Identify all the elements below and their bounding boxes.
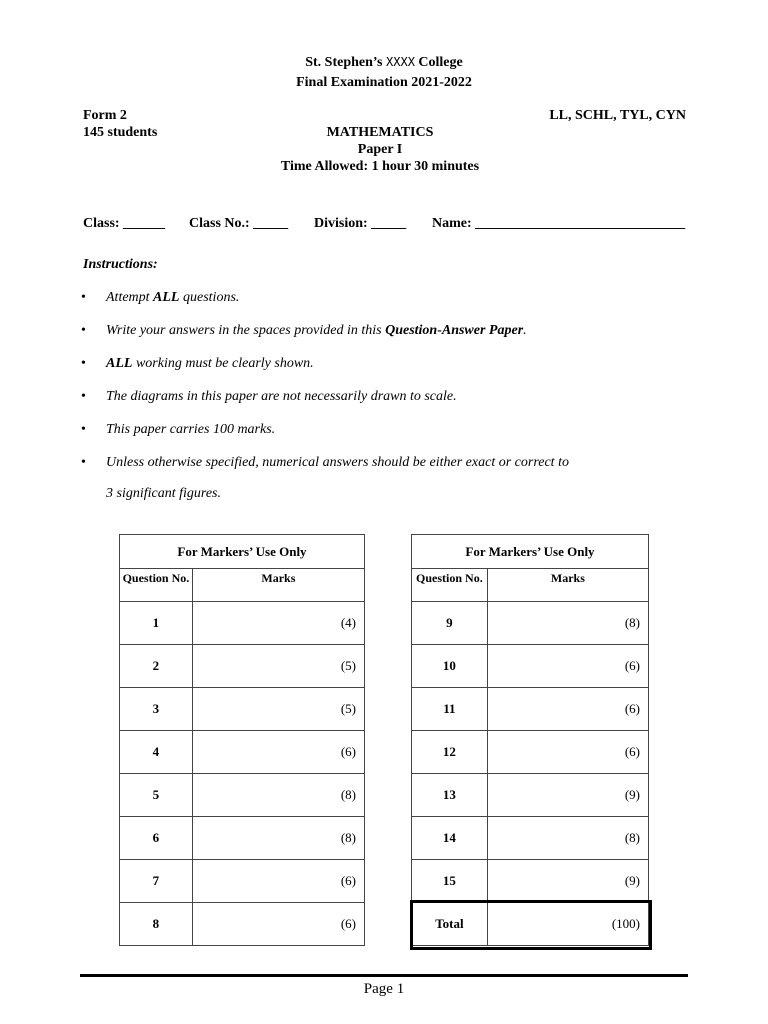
instruction-text-post: .	[523, 323, 527, 338]
instruction-text-pre: The diagrams in this paper are not necessarily drawn to scale.	[106, 389, 457, 404]
question-number: 6	[120, 817, 193, 860]
markers-table-left	[119, 534, 365, 946]
table-row	[120, 817, 365, 860]
table-row	[120, 860, 365, 903]
bullet-icon: •	[81, 422, 86, 437]
footer-divider	[80, 974, 688, 977]
table-row	[120, 774, 365, 817]
question-number: 1	[120, 602, 193, 645]
question-number: 11	[412, 688, 488, 731]
instruction-item	[78, 354, 698, 387]
time-allowed: Time Allowed: 1 hour 30 minutes	[280, 159, 480, 174]
question-number: 7	[120, 860, 193, 903]
question-number: 10	[412, 645, 488, 688]
name-field[interactable]: Name: ______________________________	[432, 216, 686, 231]
instruction-item	[78, 387, 698, 420]
marks-cell[interactable]: (8)	[192, 817, 364, 860]
page-number: Page 1	[363, 981, 405, 997]
table-row	[120, 645, 365, 688]
bullet-icon: •	[81, 389, 86, 404]
markers-table-title: For Markers’ Use Only	[412, 535, 649, 569]
instruction-item	[78, 420, 698, 453]
question-number: 14	[412, 817, 488, 860]
bullet-icon: •	[81, 455, 86, 470]
table-row	[120, 602, 365, 645]
paper-number: Paper I	[357, 142, 403, 157]
table-row	[412, 688, 649, 731]
question-number: 12	[412, 731, 488, 774]
instruction-text-pre: Write your answers in the spaces provided in this	[106, 323, 386, 338]
student-info-row	[83, 216, 687, 232]
table-row	[120, 903, 365, 946]
marks-cell[interactable]: (9)	[487, 774, 648, 817]
bullet-icon: •	[81, 290, 86, 305]
question-number: 4	[120, 731, 193, 774]
table-row	[412, 860, 649, 903]
question-number: 15	[412, 860, 488, 903]
teacher-initials: LL, SCHL, TYL, CYN	[549, 108, 686, 123]
marks-cell[interactable]: (6)	[192, 860, 364, 903]
table-row	[412, 602, 649, 645]
marks-header: Marks	[487, 569, 648, 602]
school-name	[0, 55, 768, 71]
marks-cell[interactable]: (6)	[192, 903, 364, 946]
instruction-item	[78, 453, 698, 486]
question-number: 5	[120, 774, 193, 817]
table-row	[120, 731, 365, 774]
question-number: 8	[120, 903, 193, 946]
table-row	[120, 688, 365, 731]
instruction-text-post: working must be clearly shown.	[132, 356, 314, 371]
instruction-item	[78, 321, 698, 354]
table-row	[412, 731, 649, 774]
table-row	[412, 817, 649, 860]
question-number: 13	[412, 774, 488, 817]
class-field[interactable]: Class: ______	[83, 216, 166, 231]
marks-cell[interactable]: (6)	[487, 645, 648, 688]
question-number: Total	[412, 903, 488, 946]
subject-title: MATHEMATICS	[326, 125, 434, 140]
instruction-item	[78, 288, 698, 321]
markers-table-title: For Markers’ Use Only	[120, 535, 365, 569]
question-number: 2	[120, 645, 193, 688]
marks-header: Marks	[192, 569, 364, 602]
table-row	[412, 903, 649, 946]
instruction-continuation: 3 significant figures.	[106, 486, 221, 501]
marks-cell[interactable]: (8)	[487, 817, 648, 860]
marks-cell[interactable]: (6)	[487, 731, 648, 774]
instruction-text-pre: This paper carries 100 marks.	[106, 422, 276, 437]
instructions-list	[78, 288, 698, 486]
table-row	[412, 774, 649, 817]
instruction-text-bold: Question-Answer Paper	[385, 323, 524, 338]
instruction-text-pre: Attempt	[106, 290, 154, 305]
class-no-field[interactable]: Class No.: _____	[189, 216, 289, 231]
instructions-title: Instructions:	[83, 257, 158, 272]
markers-table-right	[411, 534, 649, 946]
student-count: 145 students	[83, 125, 158, 140]
marks-cell[interactable]: (8)	[192, 774, 364, 817]
question-no-header: Question No.	[412, 569, 488, 602]
school-name-redacted: XXXX	[386, 55, 415, 69]
marks-cell[interactable]: (5)	[192, 688, 364, 731]
form-level: Form 2	[83, 108, 127, 123]
exam-title: Final Examination 2021-2022	[296, 75, 472, 90]
marks-cell[interactable]: (4)	[192, 602, 364, 645]
school-name-prefix: St. Stephen’s	[305, 55, 383, 70]
instruction-text-bold: ALL	[153, 290, 180, 305]
marks-cell[interactable]: (8)	[487, 602, 648, 645]
instruction-text-bold: ALL	[106, 356, 133, 371]
question-no-header: Question No.	[120, 569, 193, 602]
question-number: 9	[412, 602, 488, 645]
school-name-suffix: College	[418, 55, 463, 70]
marks-cell[interactable]: (6)	[192, 731, 364, 774]
division-field[interactable]: Division: _____	[314, 216, 407, 231]
instruction-text-pre: Unless otherwise specified, numerical answers should be either exact or correct to	[106, 455, 569, 470]
marks-cell[interactable]: (5)	[192, 645, 364, 688]
marks-cell[interactable]: (6)	[487, 688, 648, 731]
instruction-text-post: questions.	[179, 290, 240, 305]
marks-cell[interactable]: (100)	[487, 903, 648, 946]
marks-cell[interactable]: (9)	[487, 860, 648, 903]
bullet-icon: •	[81, 356, 86, 371]
bullet-icon: •	[81, 323, 86, 338]
table-row	[412, 645, 649, 688]
question-number: 3	[120, 688, 193, 731]
